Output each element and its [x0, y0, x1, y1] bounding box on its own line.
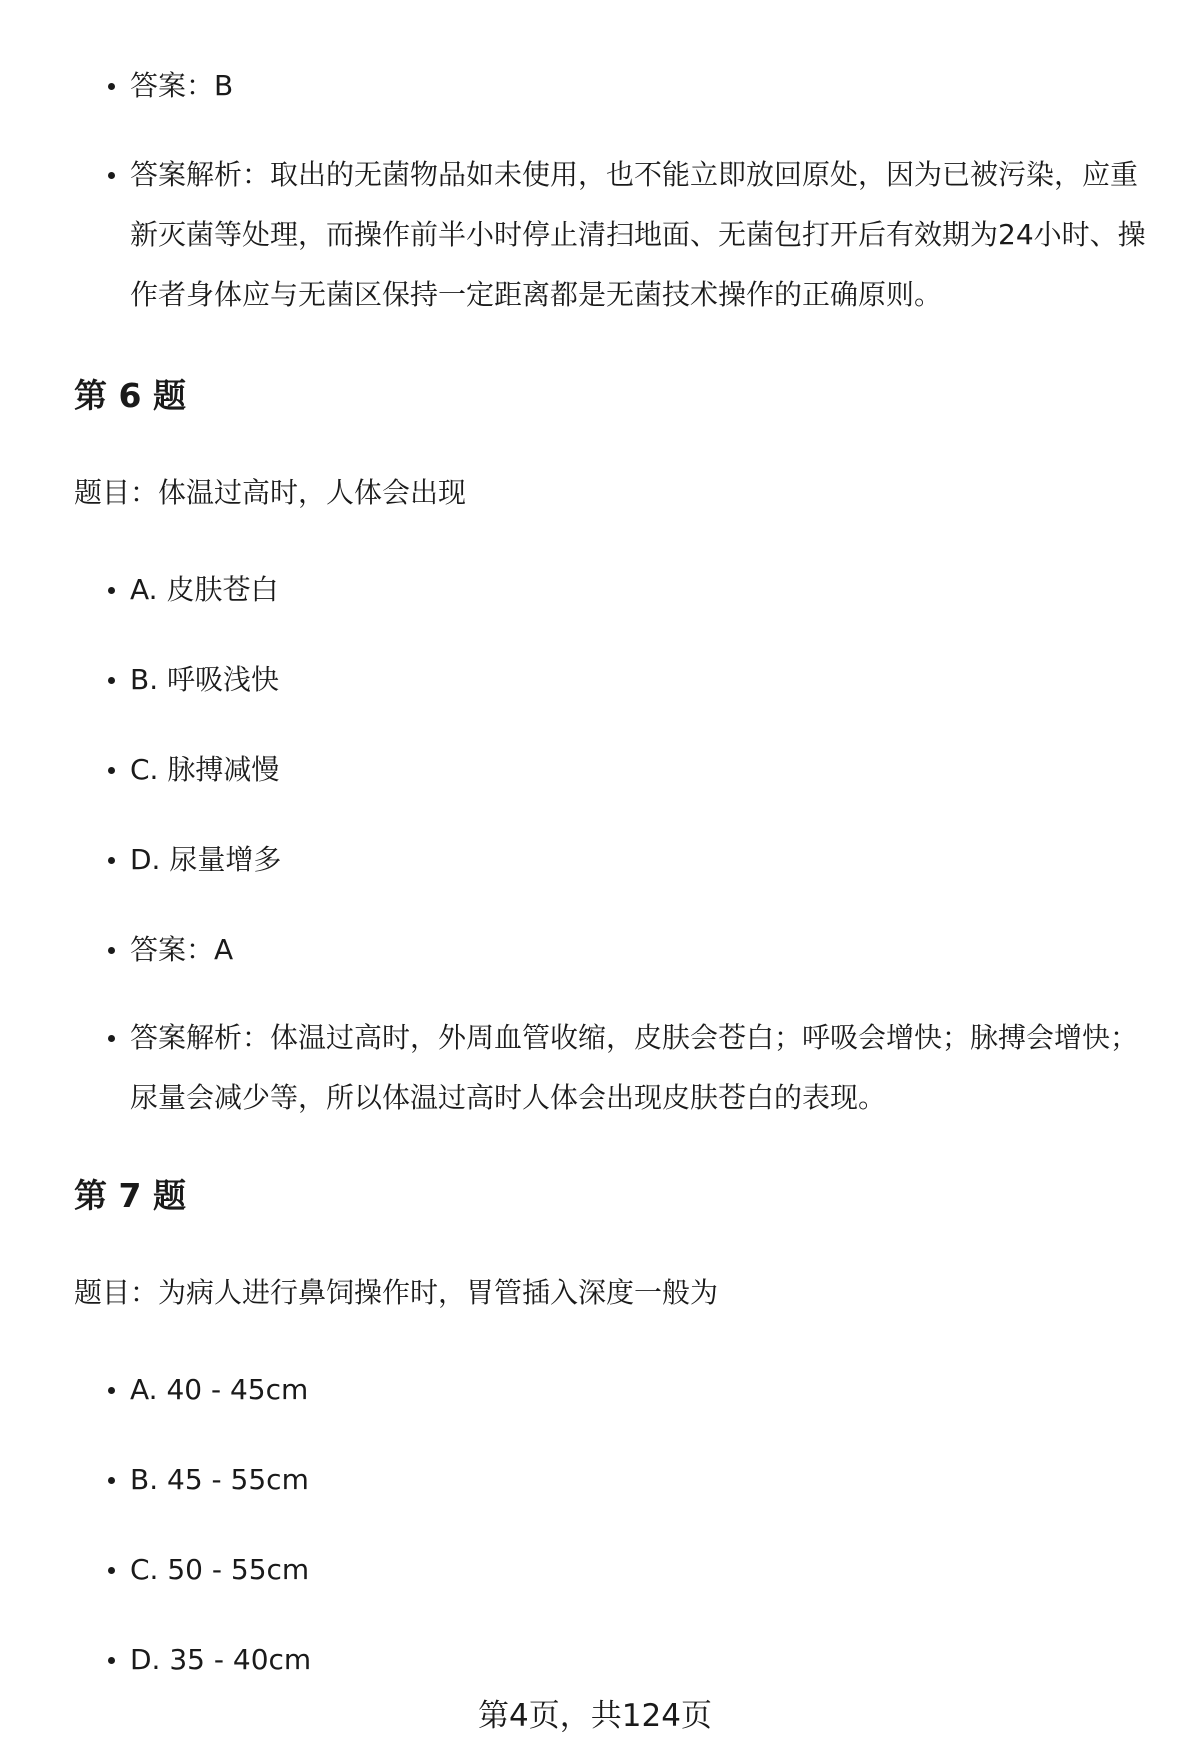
q7-option-a: A. 40 - 45cm — [130, 1360, 1150, 1420]
q6-option-a: A. 皮肤苍白 — [130, 560, 1150, 620]
q6-option-c: C. 脉搏减慢 — [130, 740, 1150, 800]
q7-option-d: D. 35 - 40cm — [130, 1630, 1150, 1690]
q6-answer: 答案：A — [130, 920, 1150, 980]
page-number: 第4页，共124页 — [478, 1698, 712, 1734]
q6-analysis: 答案解析：体温过高时，外周血管收缩，皮肤会苍白；呼吸会增快；脉搏会增快；尿量会减少等，所以体温过高时人体会出现皮肤苍白的表现。 — [130, 1008, 1150, 1128]
q6-option-d: D. 尿量增多 — [130, 830, 1150, 890]
q7-option-b: B. 45 - 55cm — [130, 1450, 1150, 1510]
q6-stem: 题目：体温过高时，人体会出现 — [74, 476, 467, 509]
q7-option-c: C. 50 - 55cm — [130, 1540, 1150, 1600]
q6-heading: 第 6 题 — [74, 376, 186, 415]
q7-stem: 题目：为病人进行鼻饲操作时，胃管插入深度一般为 — [74, 1276, 719, 1309]
q5-analysis: 答案解析：取出的无菌物品如未使用，也不能立即放回原处，因为已被污染，应重新灭菌等处理，而操作前半小时停止清扫地面、无菌包打开后有效期为24小时、操作者身体应与无菌区保持一定距离都是无菌技术操作的正确原则。 — [130, 145, 1150, 325]
q6-option-b: B. 呼吸浅快 — [130, 650, 1150, 710]
q7-heading: 第 7 题 — [74, 1176, 186, 1215]
q5-answer: 答案：B — [130, 56, 1150, 116]
